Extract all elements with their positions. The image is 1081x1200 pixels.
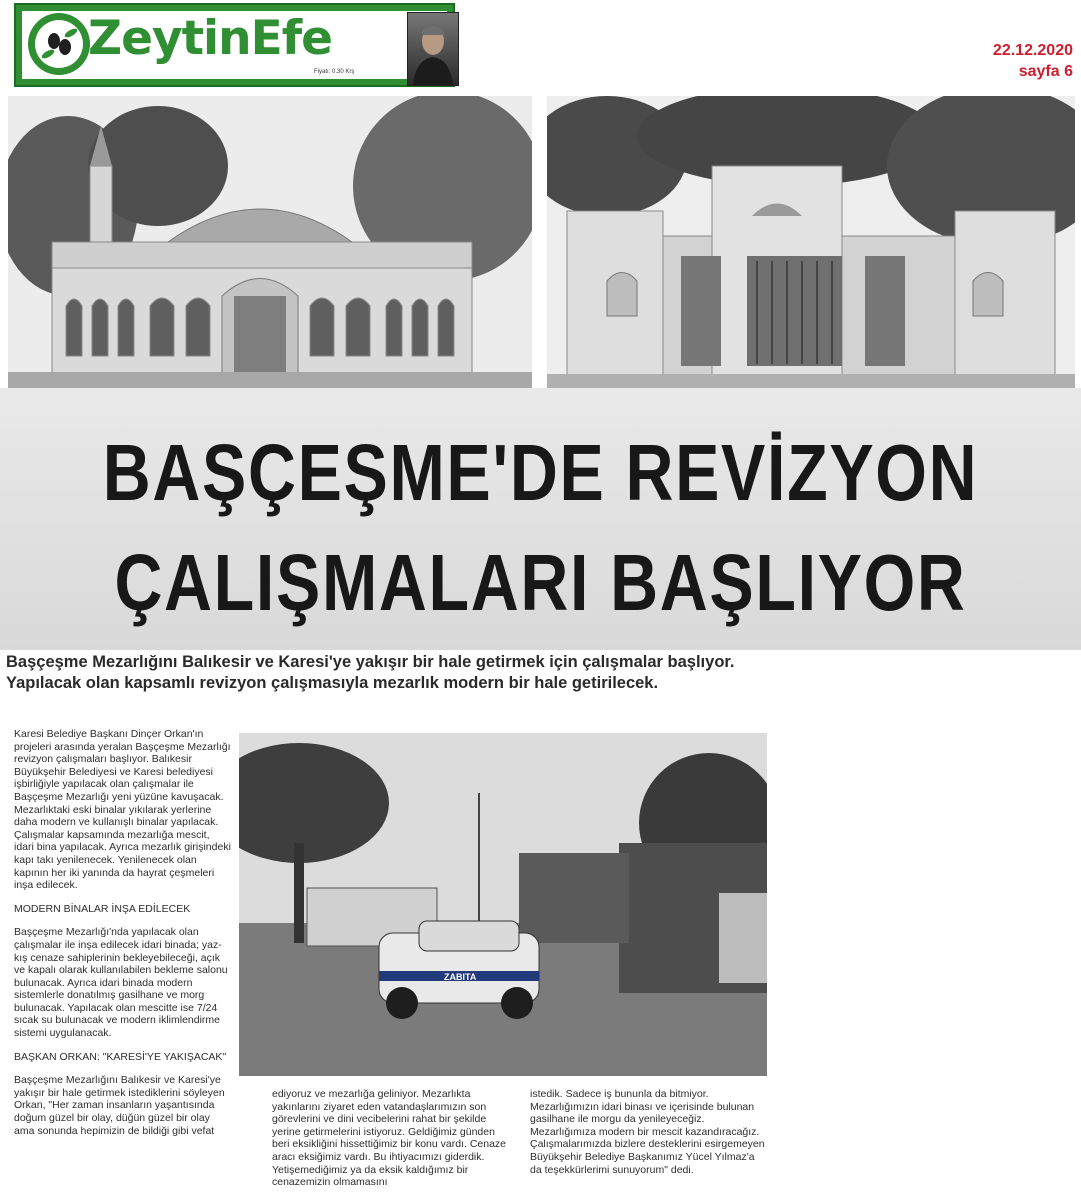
subheading-modern-buildings: MODERN BİNALAR İNŞA EDİLECEK [14, 902, 191, 915]
paragraph-column-3: istedik. Sadece iş bununla da bitmiyor. Mezarlığımızın idari binası ve içerisinde bulunan gasilhane ile morgu da yenileyeceğiz. Mezarlığımıza modern bir mescit kazandıracağız. Çalışmalarımızda bizlere desteklerini esirgemeyen Büyükşehir Belediye Başkanımız Yücel Yılmaz'a da teşekkürlerimi sunuyorum" dedi. [530, 1088, 765, 1176]
portrait-image [407, 12, 459, 86]
article-column-3 [530, 1088, 766, 1187]
issue-date: 22.12.2020 [992, 42, 1073, 59]
mosque-rendering [8, 96, 532, 388]
subheading-mayor-quote: BAŞKAN ORKAN: "KARESİ'YE YAKIŞACAK" [14, 1050, 227, 1063]
paragraph-column-2: ediyoruz ve mezarlığa geliniyor. Mezarlıkta yakınlarını ziyaret eden vatandaşlarımızın son görevlerini ve dini vecibelerini rahat bir şekilde yerine getirmelerini istiyoruz. Geldiğimiz günden beri eksikliğini hissettiğimiz bir konu vardı. Cenaze aracı eksiğimiz vardı. Bu ihtiyacımızı giderdik. Yetişemediğimiz ya da eksik kaldığımız bir cenazemizin olmamasını [272, 1088, 507, 1189]
paragraph-intro: Karesi Belediye Başkanı Dinçer Orkan'ın projeleri arasında yeralan Başçeşme Mezarlığı revizyon çalışmaları başlıyor. Balıkesir Büyükşehir Belediyesi ve Karesi belediyesi işbirliğiyle yapılacak olan çalışmalar ile Başçeşme Mezarlığı yeni yüzüne kavuşacak. Mezarlıktaki eski binalar yıkılarak yerlerine daha modern ve kullanışlı binalar yapılacak. Çalışmalar kapsamında mezarlığa mescit, idari bina yapılacak. Ayrıca mezarlık girişindeki kapı takı yenilenecek. Yenilenecek olan kapının her iki yanında da hayrat çeşmeleri inşa edilecek. [14, 728, 231, 892]
paragraph-quote-start: Başçeşme Mezarlığını Balıkesir ve Karesi'ye yakışır bir hale getirmek istediklerini söyleyen Orkan, "Her zaman insanların yaşantısında doğum güzel bir olay, düğün güzel bir olay ama sonunda hepimizin de bildiği gibi vefat [14, 1074, 225, 1137]
headline [92, 418, 989, 638]
logo-text: ZeytinEfe [88, 11, 333, 66]
mosque-illustration [8, 96, 532, 388]
vehicle-label: ZABITA [444, 972, 477, 982]
gate-rendering [547, 96, 1075, 388]
entrance-photo-scene [239, 733, 767, 1076]
paragraph-buildings: Başçeşme Mezarlığı'nda yapılacak olan çalışmalar ile inşa edilecek idari binada; yaz-kış cenaze sahiplerinin bekleyebileceği, açık ve kapalı olarak kullanılabilen bekleme salonu bulunacak. Ayrıca idari binada modern sistemlerle donatılmış gasilhane ve morg bulunacak. Yapılacak olan mescitte ise 7/24 sıcak su bulunacak ve modern iklimlendirme sistemi uygulanacak. [14, 926, 228, 1040]
article-column-2 [272, 1088, 508, 1200]
price-label: Fiyatı: 0.30 Krş [314, 69, 355, 75]
cemetery-entrance-photo [239, 733, 767, 1076]
olive-wreath-icon [26, 11, 92, 77]
headline-line-2: ÇALIŞMALARI BAŞLIYOR [114, 538, 967, 627]
issue-date-page [993, 40, 1073, 82]
masthead [14, 3, 455, 87]
page-number: sayfa 6 [1018, 63, 1073, 80]
article-lead: Başçeşme Mezarlığını Balıkesir ve Karesi'ye yakışır bir hale getirmek için çalışmalar başlıyor. Yapılacak olan kapsamlı revizyon çalışmasıyla mezarlık modern bir hale getirilecek. [6, 653, 735, 692]
gate-illustration [547, 96, 1075, 388]
headline-line-1: BAŞÇEŞME'DE REVİZYON [102, 428, 979, 517]
article-column-1 [14, 728, 232, 1148]
portrait-silhouette-icon [408, 13, 458, 85]
